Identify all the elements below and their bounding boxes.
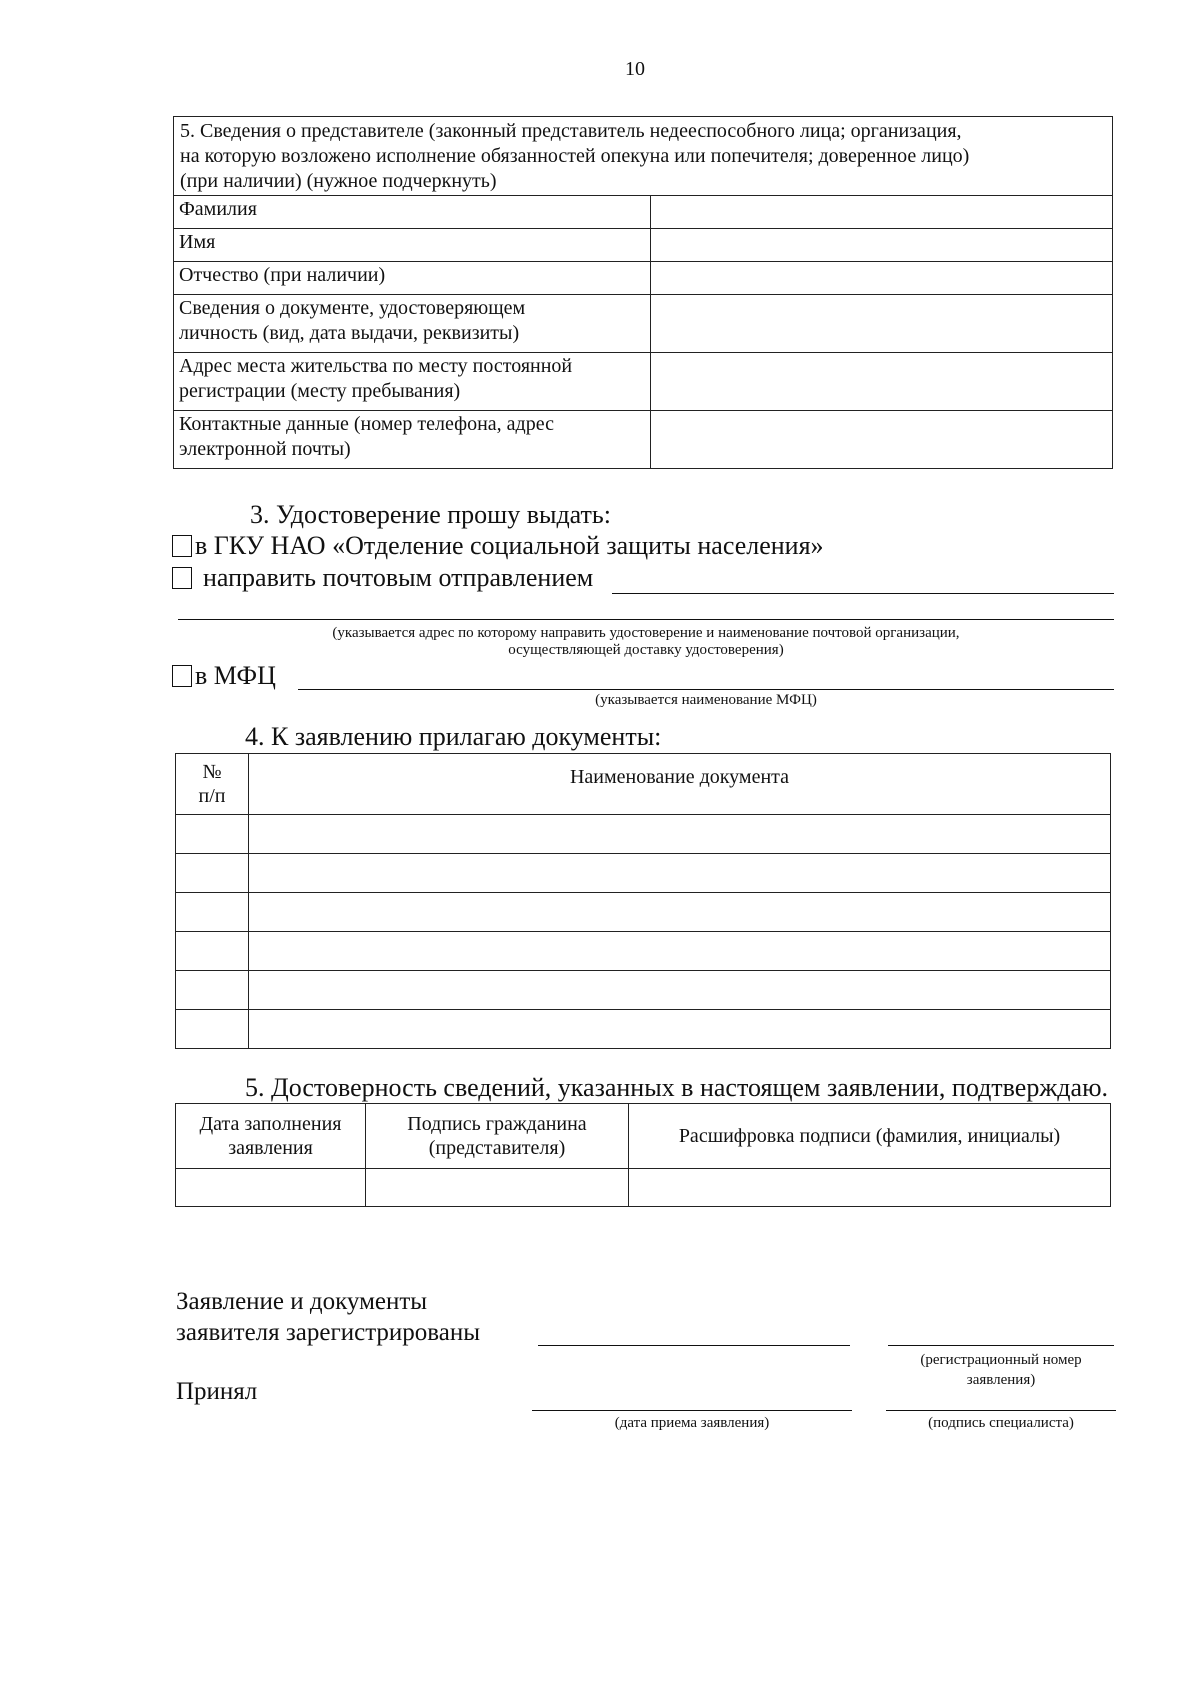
specialist-signature-line[interactable] [886, 1410, 1116, 1411]
mail-checkbox[interactable] [172, 567, 192, 589]
field-label-id-document: Сведения о документе, удостоверяющем личность (вид, дата выдачи, реквизиты) [174, 295, 651, 353]
mail-address-line-2[interactable] [178, 619, 1114, 620]
date-cell[interactable] [176, 1169, 366, 1207]
confirmation-title: 5. Достоверность сведений, указанных в настоящем заявлении, подтверждаю. [245, 1073, 1108, 1102]
field-label-patronymic: Отчество (при наличии) [174, 262, 651, 295]
field-value-id-document[interactable] [651, 295, 1113, 353]
option-office-label: в ГКУ НАО «Отделение социальной защиты населения» [195, 531, 824, 560]
registration-line[interactable] [538, 1345, 850, 1346]
table-row [174, 295, 1113, 353]
registration-number-line[interactable] [888, 1345, 1114, 1346]
column-header-date: Дата заполнения заявления [176, 1104, 366, 1169]
document-name-cell[interactable] [249, 932, 1111, 971]
office-checkbox[interactable] [172, 535, 192, 557]
page-number: 10 [625, 58, 645, 80]
document-number-cell[interactable] [176, 932, 249, 971]
table-row [176, 1169, 1111, 1207]
document-number-cell[interactable] [176, 815, 249, 854]
mail-note: (указывается адрес по которому направить удостоверение и наименование почтовой организации, осуществляющей доставку удостоверения) [332, 625, 960, 658]
field-value-contacts[interactable] [651, 411, 1113, 469]
mail-address-line[interactable] [612, 593, 1114, 594]
document-name-cell[interactable] [249, 971, 1111, 1010]
column-header-signature: Подпись гражданина (представителя) [366, 1104, 629, 1169]
option-mfc-label: в МФЦ [195, 661, 276, 690]
confirmation-table [175, 1103, 1111, 1207]
representative-header-line: на которую возложено исполнение обязанностей опекуна или попечителя; доверенное лицо) [180, 145, 970, 167]
acceptance-date-line[interactable] [532, 1410, 852, 1411]
table-row [176, 1010, 1111, 1049]
document-name-cell[interactable] [249, 815, 1111, 854]
date-note: (дата приема заявления) [614, 1415, 770, 1431]
accepted-label: Принял [176, 1378, 258, 1405]
option-mail-label: направить почтовым отправлением [203, 563, 594, 592]
registration-text: Заявление и документы заявителя зарегистрированы [176, 1288, 481, 1346]
document-name-cell[interactable] [249, 893, 1111, 932]
column-header-decode: Расшифровка подписи (фамилия, инициалы) [629, 1104, 1111, 1169]
option-office[interactable] [172, 531, 824, 561]
column-header-document-name: Наименование документа [249, 754, 1111, 815]
table-row [174, 196, 1113, 229]
document-name-cell[interactable] [249, 1010, 1111, 1049]
field-value-surname[interactable] [651, 196, 1113, 229]
table-row [176, 815, 1111, 854]
field-label-contacts: Контактные данные (номер телефона, адрес электронной почты) [174, 411, 651, 469]
table-row [174, 229, 1113, 262]
document-number-cell[interactable] [176, 893, 249, 932]
field-label-name: Имя [174, 229, 651, 262]
documents-title: 4. К заявлению прилагаю документы: [245, 722, 662, 751]
table-row [176, 893, 1111, 932]
decode-cell[interactable] [629, 1169, 1111, 1207]
field-value-name[interactable] [651, 229, 1113, 262]
representative-header-line: 5. Сведения о представителе (законный представитель недееспособного лица; организация, [180, 120, 962, 142]
option-mail[interactable] [172, 563, 593, 593]
document-number-cell[interactable] [176, 971, 249, 1010]
column-header-number: № п/п [176, 754, 249, 815]
mfc-name-line[interactable] [298, 689, 1114, 690]
table-row [174, 411, 1113, 469]
option-mfc[interactable] [172, 661, 276, 691]
field-value-patronymic[interactable] [651, 262, 1113, 295]
table-row [176, 971, 1111, 1010]
representative-table [173, 116, 1113, 469]
document-name-cell[interactable] [249, 854, 1111, 893]
delivery-title: 3. Удостоверение прошу выдать: [250, 500, 611, 529]
registration-number-note: (регистрационный номер заявления) [920, 1352, 1082, 1388]
mfc-note: (указывается наименование МФЦ) [595, 692, 817, 708]
document-number-cell[interactable] [176, 854, 249, 893]
table-row [176, 854, 1111, 893]
signature-cell[interactable] [366, 1169, 629, 1207]
field-label-address: Адрес места жительства по месту постоянной регистрации (месту пребывания) [174, 353, 651, 411]
signature-note: (подпись специалиста) [928, 1415, 1074, 1431]
table-row [174, 262, 1113, 295]
representative-header-line: (при наличии) (нужное подчеркнуть) [180, 170, 497, 192]
field-value-address[interactable] [651, 353, 1113, 411]
documents-table [175, 753, 1111, 1049]
table-row [176, 932, 1111, 971]
mfc-checkbox[interactable] [172, 665, 192, 687]
table-row [174, 353, 1113, 411]
representative-header [174, 117, 1113, 196]
field-label-surname: Фамилия [174, 196, 651, 229]
document-number-cell[interactable] [176, 1010, 249, 1049]
